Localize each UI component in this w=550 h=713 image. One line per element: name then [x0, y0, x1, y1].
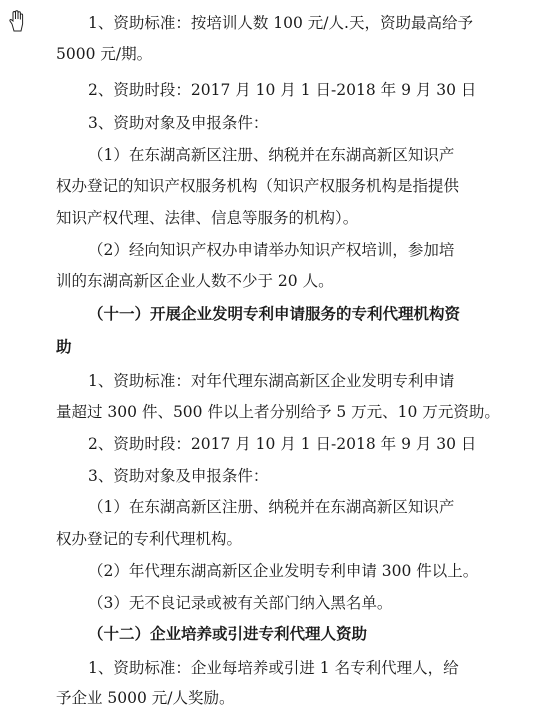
- text-line: （2）经向知识产权办申请举办知识产权培训，参加培: [88, 241, 455, 259]
- text-line: 3、资助对象及申报条件：: [88, 114, 269, 132]
- text-line: 量超过 300 件、500 件以上者分别给予 5 万元、10 万元资助。: [56, 403, 500, 421]
- text-line: （1）在东湖高新区注册、纳税并在东湖高新区知识产: [88, 146, 455, 164]
- text-line: 3、资助对象及申报条件：: [88, 467, 269, 485]
- text-line: 1、资助标准：对年代理东湖高新区企业发明专利申请: [88, 372, 455, 390]
- text-line: 知识产权代理、法律、信息等服务的机构）。: [56, 209, 359, 227]
- text-line: 权办登记的知识产权服务机构（知识产权服务机构是指提供: [56, 177, 460, 195]
- text-line: 予企业 5000 元/人奖励。: [56, 689, 235, 707]
- section-heading: 助: [56, 337, 72, 356]
- section-heading: （十二）企业培养或引进专利代理人资助: [88, 624, 368, 643]
- text-line: 1、资助标准：企业每培养或引进 1 名专利代理人，给: [88, 659, 459, 677]
- text-line: 5000 元/期。: [56, 45, 153, 63]
- text-line: 2、资助时段：2017 月 10 月 1 日-2018 年 9 月 30 日: [88, 435, 477, 453]
- text-line: （2）年代理东湖高新区企业发明专利申请 300 件以上。: [88, 562, 479, 580]
- text-line: 训的东湖高新区企业人数不少于 20 人。: [56, 272, 334, 290]
- text-line: （1）在东湖高新区注册、纳税并在东湖高新区知识产: [88, 498, 455, 516]
- text-line: （3）无不良记录或被有关部门纳入黑名单。: [88, 594, 393, 612]
- section-heading: （十一）开展企业发明专利申请服务的专利代理机构资: [88, 304, 461, 323]
- text-line: 1、资助标准：按培训人数 100 元/人.天，资助最高给予: [88, 14, 473, 32]
- text-line: 2、资助时段：2017 月 10 月 1 日-2018 年 9 月 30 日: [88, 81, 477, 99]
- text-line: 权办登记的专利代理机构。: [56, 530, 243, 548]
